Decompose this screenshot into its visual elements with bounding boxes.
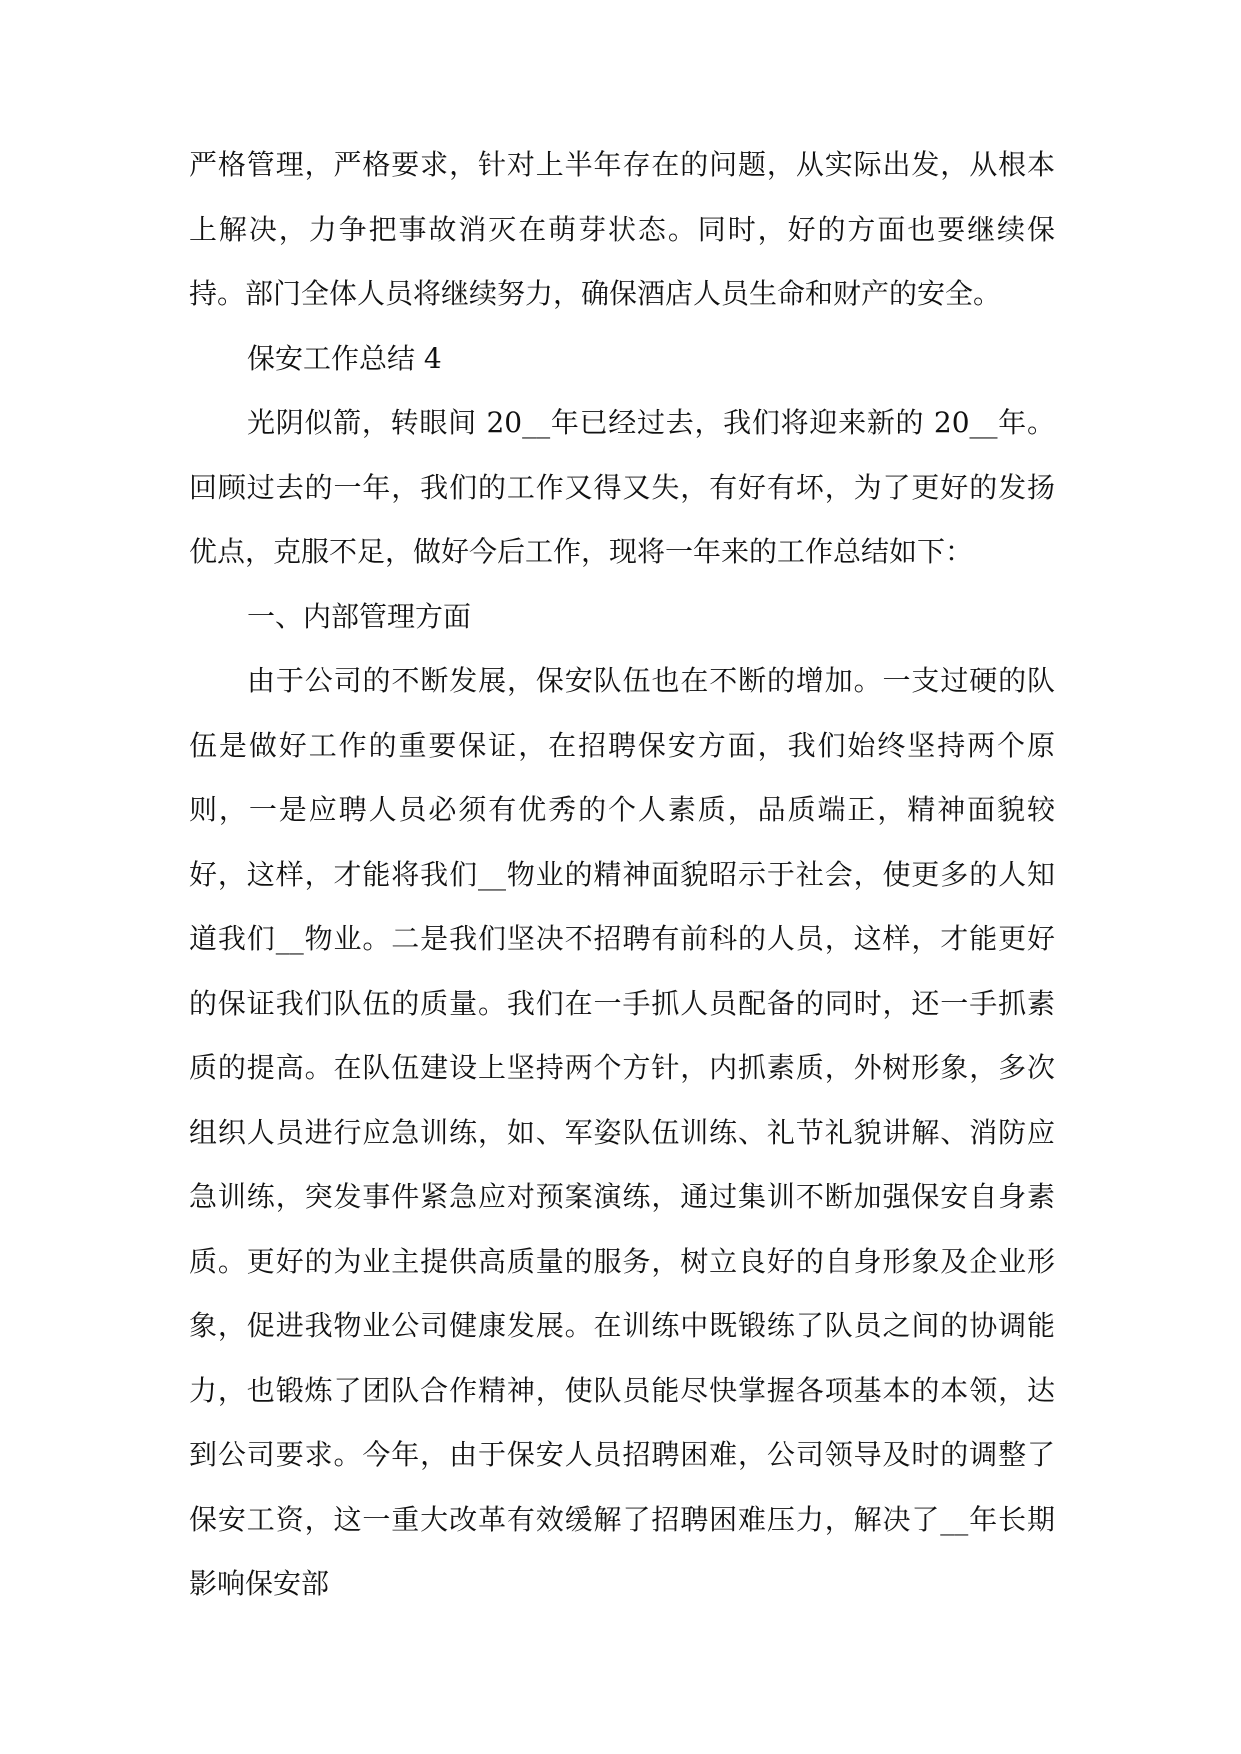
paragraph-intro: 光阴似箭，转眼间 20__年已经过去，我们将迎来新的 20__年。回顾过去的一年，我们的工作又得又失，有好有坏，为了更好的发扬优点，克服不足，做好今后工作，现将一年来的工作总结如下： bbox=[189, 406, 1055, 568]
subheading-internal-management: 一、内部管理方面 bbox=[247, 599, 472, 633]
paragraph-internal-management: 由于公司的不断发展，保安队伍也在不断的增加。一支过硬的队伍是做好工作的重要保证，在招聘保安方面，我们始终坚持两个原则，一是应聘人员必须有优秀的个人素质，品质端正，精神面貌较好，这样，才能将我们__物业的精神面貌昭示于社会，使更多的人知道我们__物业。二是我们坚决不招聘有前科的人员，这样，才能更好的保证我们队伍的质量。我们在一手抓人员配备的同时，还一手抓素质的提高。在队伍建设上坚持两个方针，内抓素质，外树形象，多次组织人员进行应急训练，如、军姿队伍训练、礼节礼貌讲解、消防应急训练，突发事件紧急应对预案演练，通过集训不断加强保安自身素质。更好的为业主提供高质量的服务，树立良好的自身形象及企业形象，促进我物业公司健康发展。在训练中既锻练了队员之间的协调能力，也锻炼了团队合作精神，使队员能尽快掌握各项基本的本领，达到公司要求。今年，由于保安人员招聘困难，公司领导及时的调整了保安工资，这一重大改革有效缓解了招聘困难压力，解决了__年长期影响保安部 bbox=[189, 664, 1055, 1600]
document-body bbox=[189, 133, 1055, 1617]
paragraph-continuation: 严格管理，严格要求，针对上半年存在的问题，从实际出发，从根本上解决，力争把事故消灭在萌芽状态。同时，好的方面也要继续保持。部门全体人员将继续努力，确保酒店人员生命和财产的安全。 bbox=[189, 148, 1055, 310]
section-title: 保安工作总结 4 bbox=[247, 341, 442, 375]
